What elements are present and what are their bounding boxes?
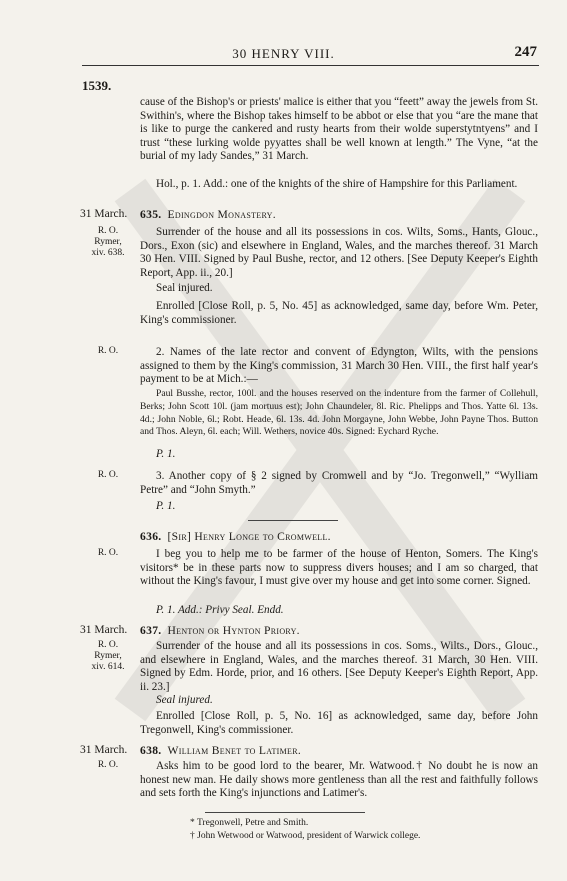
margin-ref-volume: xiv. 614. xyxy=(91,662,125,672)
entry-date: 31 March. xyxy=(80,208,128,220)
entry-text: I beg you to help me to be farmer of the house of Henton, Somers. The King's visitors* be in these parts now to suppress divers houses; and I am so charged, that without the King's favour, I must give over my house and get into some corner. Signed. xyxy=(140,548,538,588)
margin-ref-volume: xiv. 638. xyxy=(91,248,125,258)
footnote-1: * Tregonwell, Petre and Smith. xyxy=(190,818,309,828)
year-label: 1539. xyxy=(82,78,112,93)
entry-number: 638. xyxy=(140,744,162,757)
footnote-rule xyxy=(205,812,365,813)
section-divider xyxy=(248,520,338,521)
footnote-2: † John Wetwood or Watwood, president of Warwick college. xyxy=(190,831,421,841)
entry-text: Surrender of the house and all its possessions in cos. Soms., Wilts., Dors., Glouc., and elsewhere in England, Wales, and the marches thereof. 31 March, 30 Hen. VIII. Signed by Edm. Horde, prior, and 16 others. [See Deputy Keeper's Eighth Report, App. ii. 23.] xyxy=(140,640,538,693)
seal-note: Seal injured. xyxy=(156,694,213,706)
entry-heading xyxy=(140,208,538,222)
pension-list: Paul Busshe, rector, 100l. and the houses reserved on the indenture from the farmer of Collehull, Berks; John Scott 10l. (jam mortuus est); John Chaundeler, 8l. Ric. Phelipps and Thos. Yatte 6l. 13s. 4d.; John Noble, 6l.; Robt. Heade, 6l. 13s. 4d. John Morgayne, John Webbe, John Payne Thos. Button and Thos. Aleyn, 6l. each; Will. Wethers, novice 40s. Signed: Eychard Ryche. xyxy=(140,388,538,438)
enrolled-note: Enrolled [Close Roll, p. 5, No. 16] as acknowledged, same day, before John Tregonwell, King's commissioner. xyxy=(140,710,538,736)
running-title: 30 HENRY VIII. xyxy=(232,46,335,61)
margin-ref: R. O. xyxy=(97,470,119,480)
margin-ref: R. O. xyxy=(97,760,119,770)
entry-title: William Benet to Latimer. xyxy=(167,744,302,757)
margin-ref: R. O. xyxy=(97,548,119,558)
entry-text: Surrender of the house and all its possessions in cos. Wilts, Soms., Hants, Glouc., Dors., Exon (sic) and elsewhere in England, Wales, and the marches thereof. 31 March 30 Hen. VIII. Signed by Paul Bushe, rector, and 12 others. [See Deputy Keeper's Eighth Report, App. ii., 20.] xyxy=(140,226,538,279)
entry-date: 31 March. xyxy=(80,744,128,756)
running-head xyxy=(0,46,567,66)
entry-text: Asks him to be good lord to the bearer, Mr. Watwood.† No doubt he is now an honest new man. He daily shows more gentleness than all the rest and faithfully follows and sets forth the King's injunctions and Latimer's. xyxy=(140,760,538,800)
margin-ref: R. O. xyxy=(97,346,119,356)
paragraph-2: 2. Names of the late rector and convent of Edyngton, Wilts, with the pensions assigned to them by the King's commission, 31 March 30 Hen. VIII., the first half year's payment to be at Mich.:— xyxy=(140,346,538,386)
margin-ref-ro: R. O. xyxy=(97,226,119,236)
entry-heading xyxy=(140,624,538,638)
entry-heading xyxy=(140,744,538,758)
entry-title: Edingdon Monastery. xyxy=(167,208,276,221)
margin-ref xyxy=(80,226,136,259)
entry-number: 637. xyxy=(140,624,162,637)
entry-heading xyxy=(140,530,538,544)
entry-number: 636. xyxy=(140,530,162,543)
paragraph-3: 3. Another copy of § 2 signed by Cromwell and by “Jo. Tregonwell,” “Wylliam Petre” and “John Smyth.” xyxy=(140,470,538,496)
entry-title: [Sir] Henry Longe to Cromwell. xyxy=(167,530,331,543)
entry-note: P. 1. Add.: Privy Seal. Endd. xyxy=(156,604,284,616)
page-count: P. 1. xyxy=(156,500,176,512)
page-count: P. 1. xyxy=(156,448,176,460)
enrolled-note: Enrolled [Close Roll, p. 5, No. 45] as acknowledged, same day, before Wm. Peter, King's commissioner. xyxy=(140,300,538,326)
entry-date: 31 March. xyxy=(80,624,128,636)
margin-ref-ro: R. O. xyxy=(97,640,119,650)
margin-ref-rymer: Rymer, xyxy=(94,651,122,661)
continuation-text: cause of the Bishop's or priests' malice is either that you “feett” away the jewels from St. Swithin's, where the Bishop takes himself to be abbot or else that you “are the mane that is like to purge the cankered and rusty hearts from their wolde superstytntyens” and I trust “these lurking wolde pyyattes shall be well known at length.” The Vyne, “at the burial of my lady Sandes,” 31 March. xyxy=(140,96,538,163)
seal-note: Seal injured. xyxy=(156,282,213,294)
entry-title: Henton or Hynton Priory. xyxy=(167,624,300,637)
margin-ref xyxy=(80,640,136,673)
continuation-note: Hol., p. 1. Add.: one of the knights of the shire of Hampshire for this Parliament. xyxy=(156,178,518,190)
margin-ref-rymer: Rymer, xyxy=(94,237,122,247)
header-rule xyxy=(82,65,539,66)
entry-number: 635. xyxy=(140,208,162,221)
page-number: 247 xyxy=(514,44,537,60)
